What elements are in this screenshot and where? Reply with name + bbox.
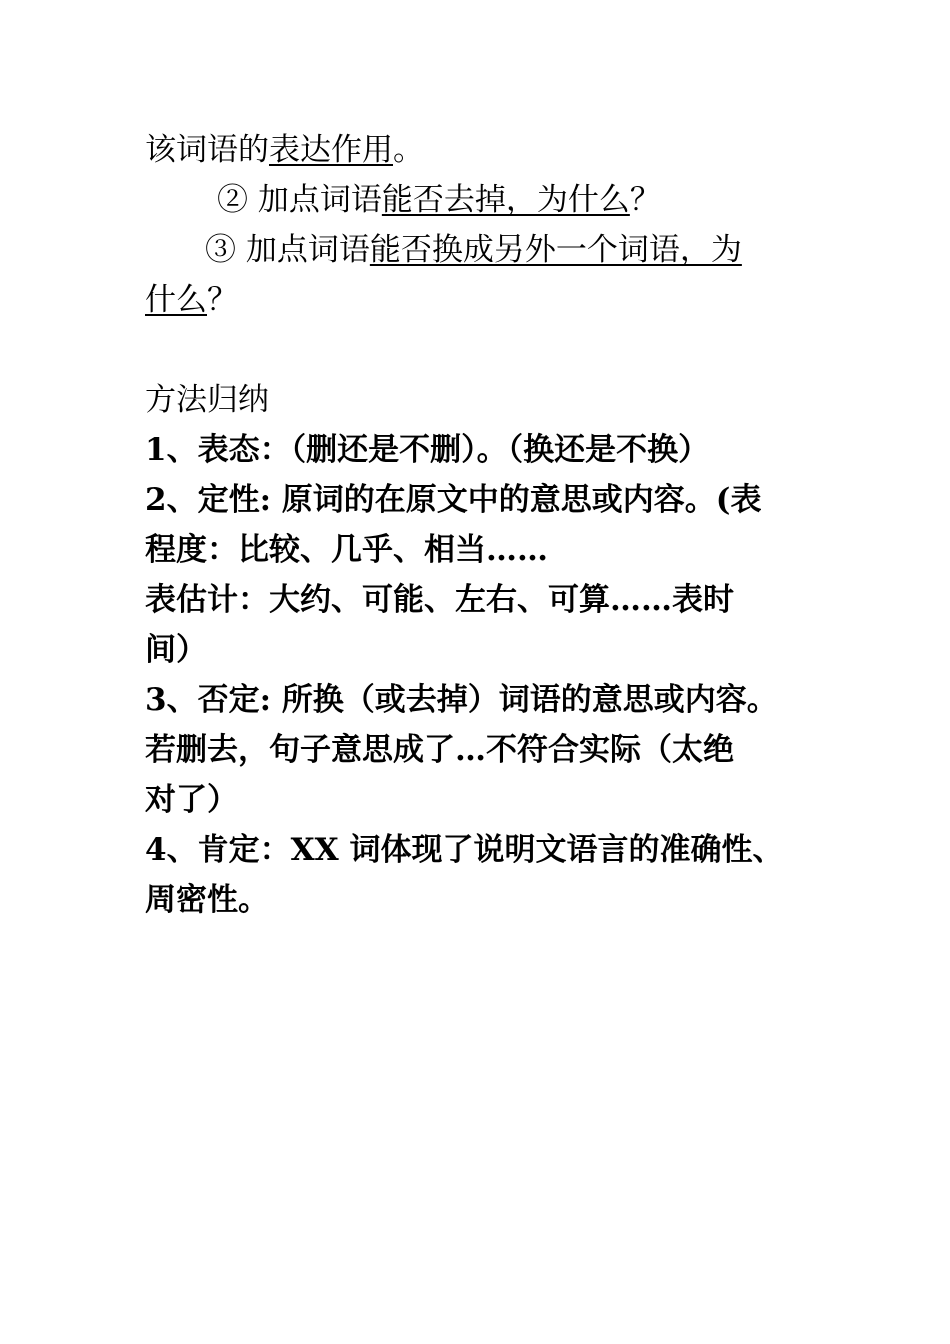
text-segment: ③ 加点词语	[205, 232, 370, 268]
method-4-line-2: 周密性。	[145, 882, 269, 918]
underlined-text: 什么	[145, 282, 207, 318]
text-segment: ？	[207, 282, 238, 318]
method-2-line-4: 间）	[145, 632, 207, 668]
method-2-line-2: 程度：比较、几乎、相当……	[145, 532, 548, 568]
method-3-line-1: 3、否定: 所换（或去掉）词语的意思或内容。	[145, 682, 778, 718]
question-3-continuation	[145, 275, 845, 325]
underlined-text: 能否去掉，为什么	[381, 182, 630, 218]
underlined-text: 能否换成另外一个词语，为	[369, 232, 742, 268]
blank-line	[145, 325, 845, 375]
document-body	[145, 125, 845, 925]
method-3-line-3: 对了）	[145, 782, 238, 818]
text-segment: ② 加点词语	[217, 182, 382, 218]
method-2-line-3: 表估计：大约、可能、左右、可算……表时	[145, 582, 734, 618]
underlined-text: 表达作用	[269, 132, 393, 168]
text-line-1	[145, 125, 845, 175]
text-segment: 。	[393, 132, 424, 168]
question-3-line	[145, 225, 845, 275]
question-2-line	[145, 175, 845, 225]
text-segment: ？	[629, 182, 661, 218]
method-2-line-1: 2、定性: 原词的在原文中的意思或内容。(表	[145, 482, 762, 518]
method-3-line-2: 若删去，句子意思成了…不符合实际（太绝	[145, 732, 734, 768]
method-1: 1、表态：（删还是不删）。（换还是不换）	[145, 432, 710, 468]
text-segment: 该词语的	[145, 132, 269, 168]
section-heading: 方法归纳	[145, 382, 269, 418]
method-4-line-1: 4、肯定：XX 词体现了说明文语言的准确性、	[145, 832, 784, 868]
